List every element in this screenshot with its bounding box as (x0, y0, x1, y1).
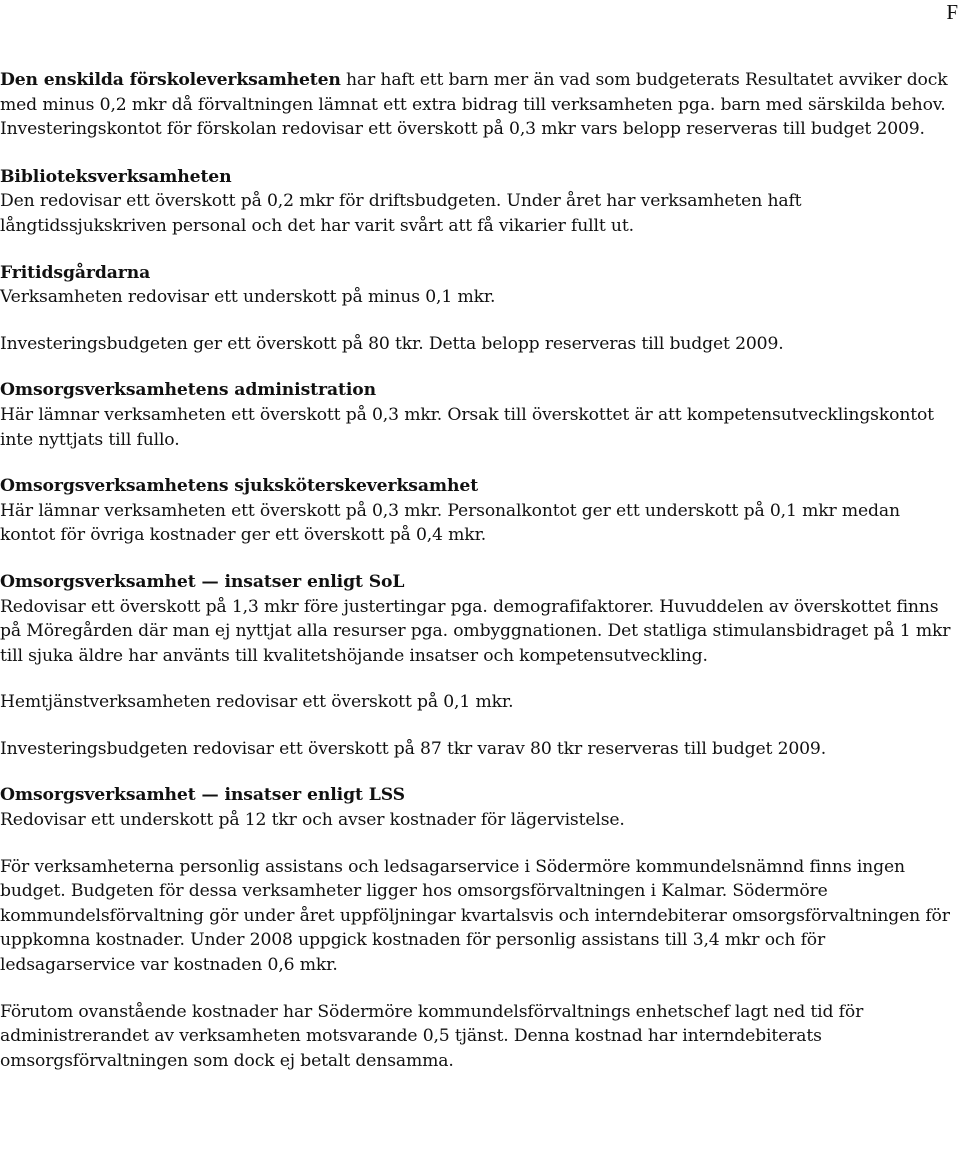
omsorg-lss-text: Redovisar ett underskott på 12 tkr och avser kostnader för lägervistelse. (0, 810, 625, 831)
omsorg-sol-investment: Investeringsbudgeten redovisar ett överskott på 87 tkr varav 80 tkr reserveras till budget 2009. (0, 738, 827, 759)
intro-heading: Den enskilda förskoleverksamheten (0, 70, 341, 90)
intro-investment: Investeringskontot för förskolan redovisar ett överskott på 0,3 mkr vars belopp reserveras till budget 2009. (0, 119, 925, 140)
omsorg-sol-text: Redovisar ett överskott på 1,3 mkr före justertingar pga. demografifaktorer. Huvuddelen av överskottet finns på Möregården där man ej nyttjat alla resurser pga. ombyggnationen. Det statliga stimulansbidraget på 1 mkr till sjuka äldre har använts till kvalitetshöjande insatser och kompetensutveckling. (0, 596, 951, 666)
assistans-text: För verksamheterna personlig assistans och ledsagarservice i Södermöre kommundelsnämnd finns ingen budget. Budgeten för dessa verksamheter ligger hos omsorgsförvaltningen i Kalmar. Södermöre kommundelsförvaltning gör under året uppföljningar kvartalsvis och interndebiterar omsorgsförvaltningen för uppkomna kostnader. Under 2008 uppgick kostnaden för personlig assistans till 3,4 mkr och för ledsagarservice var kostnaden 0,6 mkr. (0, 856, 950, 976)
omsorg-lss-heading: Omsorgsverksamhet — insatser enligt LSS (0, 785, 405, 806)
omsorg-sjuk-heading: Omsorgsverksamhetens sjuksköterskeverksamhet (0, 476, 479, 497)
bibliotek-heading: Biblioteksverksamheten (0, 166, 232, 187)
fritid-heading: Fritidsgårdarna (0, 262, 151, 283)
document-body (0, 68, 960, 1073)
omsorg-admin-text: Här lämnar verksamheten ett överskott på 0,3 mkr. Orsak till överskottet är att kompetensutvecklingskontot inte nyttjats till fullo. (0, 404, 934, 450)
bibliotek-text: Den redovisar ett överskott på 0,2 mkr för driftsbudgeten. Under året har verksamheten haft långtidssjukskriven personal och det har varit svårt att få vikarier fullt ut. (0, 191, 802, 236)
omsorg-admin-heading: Omsorgsverksamhetens administration (0, 380, 377, 401)
page-marker: F (946, 0, 958, 24)
hemtjanst-text: Hemtjänstverksamheten redovisar ett överskott på 0,1 mkr. (0, 692, 514, 713)
omsorg-sjuk-text: Här lämnar verksamheten ett överskott på 0,3 mkr. Personalkontot ger ett underskott på 0,1 mkr medan kontot för övriga kostnader ger ett överskott på 0,4 mkr. (0, 500, 900, 546)
omsorg-sol-heading: Omsorgsverksamhet — insatser enligt SoL (0, 571, 405, 592)
fritid-investment: Investeringsbudgeten ger ett överskott på 80 tkr. Detta belopp reserveras till budget 2009. (0, 333, 784, 354)
intro-paragraph (0, 68, 960, 117)
intro-text: har haft ett barn mer än vad som budgeterats Resultatet avviker dock med minus 0,2 mkr då förvaltningen lämnat ett extra bidrag till verksamheten pga. barn med särskilda behov. (0, 70, 948, 115)
admin-cost-text: Förutom ovanstående kostnader har Södermöre kommundelsförvaltnings enhetschef lagt ned tid för administrerandet av verksamheten motsvarande 0,5 tjänst. Denna kostnad har interndebiterats omsorgsförvaltningen som dock ej betalt densamma. (0, 1001, 864, 1071)
fritid-text: Verksamheten redovisar ett underskott på minus 0,1 mkr. (0, 287, 496, 308)
